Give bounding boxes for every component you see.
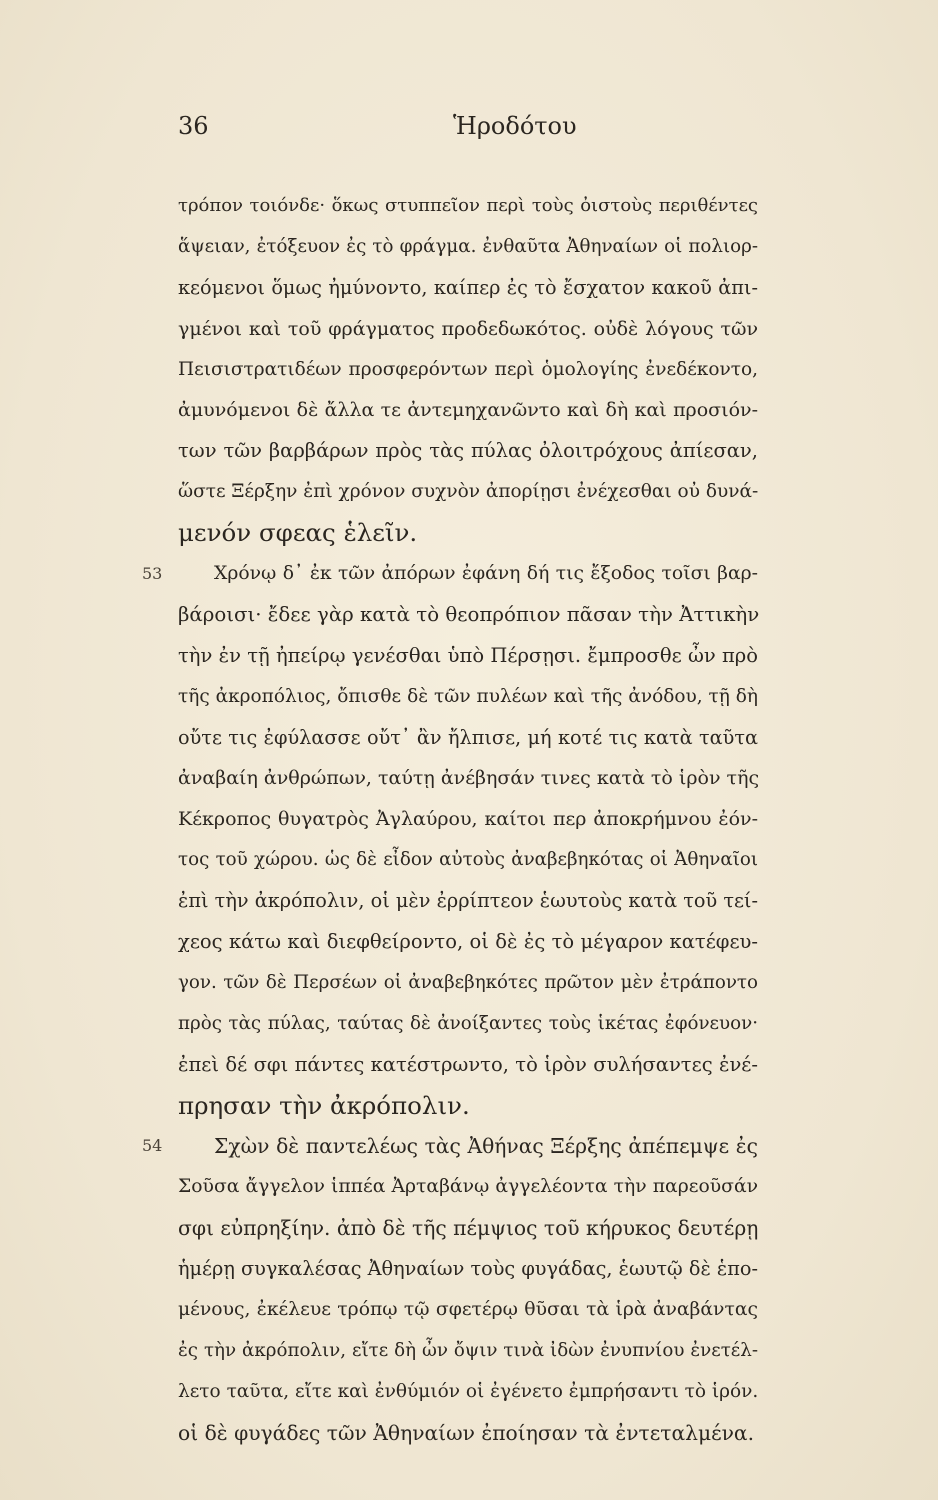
text-line: ἐς τὴν ἀκρόπολιν, εἴτε δὴ ὦν ὄψιν τινὰ ἰδὼν ἐνυπνίου ἐνετέλ-	[178, 1339, 758, 1361]
text-line: ἐπεὶ δέ σφι πάντες κατέστρωντο, τὸ ἱρὸν συλήσαντες ἐνέ-	[178, 1052, 758, 1076]
text-line: μενόν σφεας ἑλεῖν.	[178, 518, 418, 548]
text-line: ἅψειαν, ἐτόξευον ἐς τὸ φράγμα. ἐνθαῦτα Ἀθηναίων οἱ πολιορ-	[178, 235, 758, 257]
page-header	[178, 112, 758, 148]
text-line: μένους, ἐκέλευε τρόπῳ τῷ σφετέρῳ θῦσαι τὰ ἱρὰ ἀναβάντας	[178, 1299, 758, 1321]
text-line: γμένοι καὶ τοῦ φράγματος προδεδωκότος. οὐδὲ λόγους τῶν	[178, 317, 758, 340]
text-line: Πεισιστρατιδέων προσφερόντων περὶ ὁμολογίης ἐνεδέκοντο,	[178, 358, 758, 380]
text-line: βάροισι· ἔδεε γὰρ κατὰ τὸ θεοπρόπιον πᾶσαν τὴν Ἀττικὴν	[178, 602, 760, 626]
running-title: Ἡροδότου	[453, 112, 577, 140]
text-line: κεόμενοι ὅμως ἠμύνοντο, καίπερ ἐς τὸ ἔσχατον κακοῦ ἀπι-	[178, 275, 758, 299]
text-line: πρησαν τὴν ἀκρόπολιν.	[178, 1090, 470, 1120]
text-line: πρὸς τὰς πύλας, ταύτας δὲ ἀνοίξαντες τοὺς ἱκέτας ἐφόνευον·	[178, 1012, 758, 1034]
text-line: τρόπον τοιόνδε· ὅκως στυππεῖον περὶ τοὺς ὀιστοὺς περιθέντες	[178, 195, 758, 216]
text-line: Κέκροπος θυγατρὸς Ἀγλαύρου, καίτοι περ ἀποκρήμνου ἐόν-	[178, 808, 758, 831]
text-line: ὥστε Ξέρξην ἐπὶ χρόνον συχνὸν ἀπορίῃσι ἐνέχεσθαι οὐ δυνά-	[178, 481, 759, 503]
page-number: 36	[178, 112, 209, 140]
text-line: τὴν ἐν τῇ ἠπείρῳ γενέσθαι ὑπὸ Πέρσῃσι. ἔμπροσθε ὦν πρὸ	[178, 643, 758, 667]
text-line: ἀμυνόμενοι δὲ ἄλλα τε ἀντεμηχανῶντο καὶ δὴ καὶ προσιόν-	[178, 399, 758, 422]
text-line: οἱ δὲ φυγάδες τῶν Ἀθηναίων ἐποίησαν τὰ ἐντεταλμένα.	[178, 1420, 755, 1445]
paragraph-54-first-line	[142, 1126, 758, 1167]
text-line-content: Χρόνῳ δ᾽ ἐκ τῶν ἀπόρων ἐφάνη δή τις ἔξοδος τοῖσι βαρ-	[214, 563, 758, 585]
section-number-53: 53	[142, 564, 163, 584]
text-line: σφι εὐπρηξίην. ἀπὸ δὲ τῆς πέμψιος τοῦ κήρυκος δευτέρῃ	[178, 1216, 759, 1241]
text-line: τῆς ἀκροπόλιος, ὄπισθε δὲ τῶν πυλέων καὶ τῆς ἀνόδου, τῇ δὴ	[178, 685, 758, 707]
text-line: τος τοῦ χώρου. ὡς δὲ εἶδον αὐτοὺς ἀναβεβηκότας οἱ Ἀθηναῖοι	[178, 849, 758, 871]
body-text	[142, 186, 760, 1454]
text-line: γον. τῶν δὲ Περσέων οἱ ἀναβεβηκότες πρῶτον μὲν ἐτράποντο	[178, 971, 758, 993]
text-line: λετο ταῦτα, εἴτε καὶ ἐνθύμιόν οἱ ἐγένετο ἐμπρήσαντι τὸ ἱρόν.	[178, 1380, 759, 1402]
text-line: των τῶν βαρβάρων πρὸς τὰς πύλας ὀλοιτρόχους ἀπίεσαν,	[178, 439, 758, 463]
text-line: ἡμέρῃ συγκαλέσας Ἀθηναίων τοὺς φυγάδας, ἑωυτῷ δὲ ἑπο-	[178, 1257, 758, 1281]
text-line: ἀναβαίη ἀνθρώπων, ταύτῃ ἀνέβησάν τινες κατὰ τὸ ἱρὸν τῆς	[178, 767, 760, 790]
paragraph-53-first-line	[142, 554, 758, 595]
text-line: χεος κάτω καὶ διεφθείροντο, οἱ δὲ ἐς τὸ μέγαρον κατέφευ-	[178, 930, 758, 954]
section-number-54: 54	[142, 1136, 163, 1156]
text-line-content: Σχὼν δὲ παντελέως τὰς Ἀθήνας Ξέρξης ἀπέπεμψε ἐς	[214, 1134, 758, 1159]
text-line: ἐπὶ τὴν ἀκρόπολιν, οἱ μὲν ἐρρίπτεον ἑωυτοὺς κατὰ τοῦ τεί-	[178, 889, 758, 913]
text-line: Σοῦσα ἄγγελον ἱππέα Ἀρταβάνῳ ἀγγελέοντα τὴν παρεοῦσάν	[178, 1176, 758, 1198]
text-line: οὔτε τις ἐφύλασσε οὔτ᾽ ἂν ἤλπισε, μή κοτέ τις κατὰ ταῦτα	[178, 725, 758, 749]
